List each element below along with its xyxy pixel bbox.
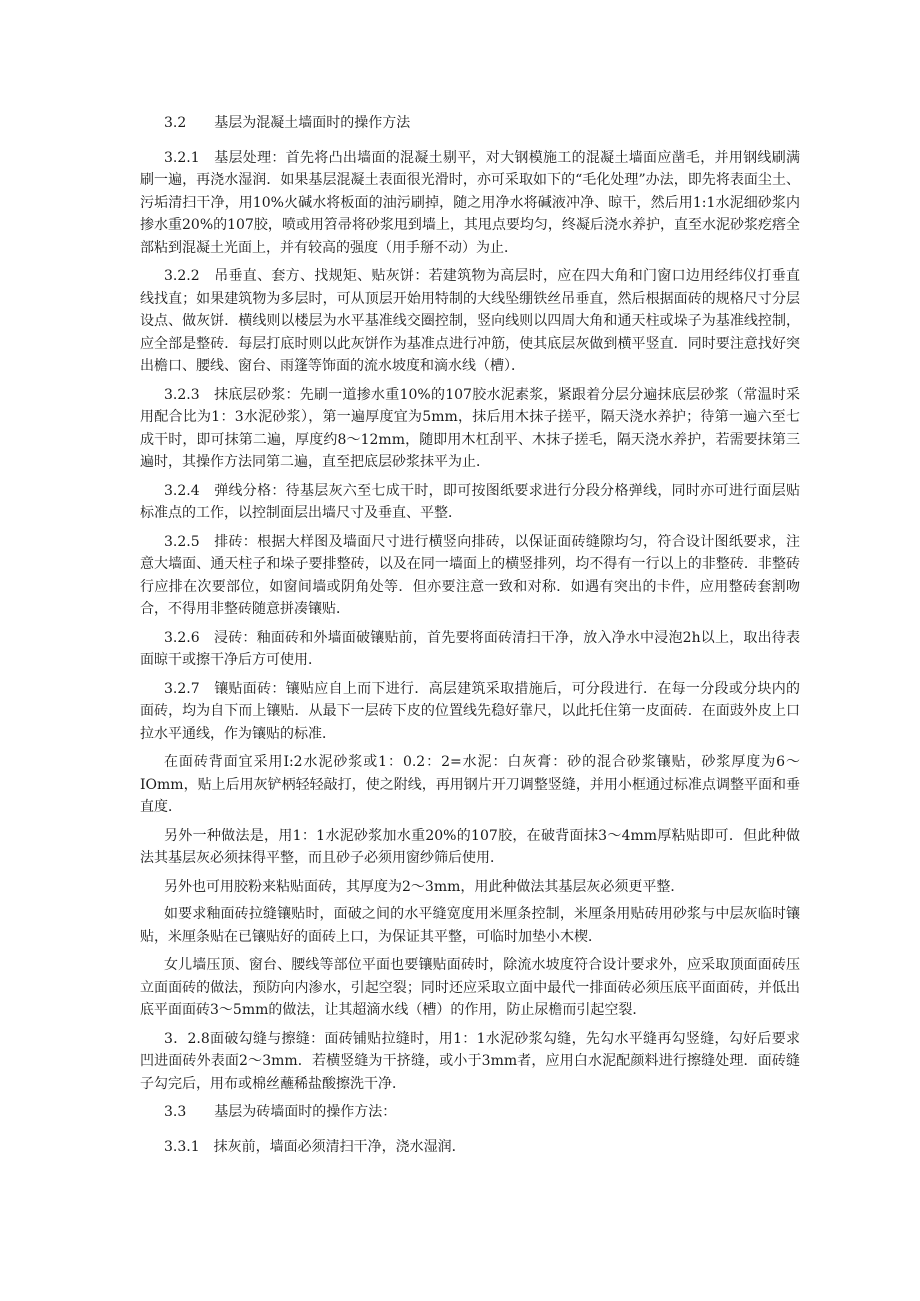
paragraph-joint-strip: 如要求釉面砖拉缝镶贴时，面破之间的水平缝宽度用米厘条控制，米厘条用贴砖用砂浆与中层灰临时镶贴，米厘条贴在已镶贴好的面砖上口，为保证其平整，可临时加垫小木楔． [140, 906, 800, 945]
paragraph-parapet: 女儿墙压顶、窗台、腰线等部位平面也要镶贴面砖时，除流水坡度符合设计要求外，应采取顶面面砖压立面面砖的做法，预防向内渗水，引起空裂；同时还应采取立面中最代一排面砖必须压底平面面砖，并低出底平面面砖3～5mm的做法，让其超滴水线（槽）的作用，防止尿檐而引起空裂． [140, 957, 800, 1018]
paragraph-3-2-4: 3.2.4 弹线分格：待基层灰六至七成干时，即可按图纸要求进行分段分格弹线，同时亦可进行面层贴标准点的工作，以控制面层出墙尺寸及垂直、平整． [140, 482, 800, 521]
paragraph-mortar: 在面砖背面宜采用I:2水泥砂浆或1：0.2：2=水泥：白灰膏：砂的混合砂浆镶贴，砂浆厚度为6～IOmm，贴上后用灰铲柄轻轻敲打，使之附线，再用钢片开刀调整竖缝，并用小框通过标准点调整平面和垂直度． [140, 754, 800, 815]
paragraph-3-3-1: 3.3.1 抹灰前，墙面必须清扫干净，浇水湿润． [164, 1138, 466, 1155]
paragraph-3-2-3: 3.2.3 抹底层砂浆：先刷一道掺水重10%的107胶水泥素浆，紧跟着分层分遍抹底层砂浆（常温时采用配合比为1：3水泥砂浆），第一遍厚度宜为5mm，抹后用木抹子搓平，隔天浇水养护；待第一遍六至七成干时，即可抹第二遍，厚度约8～12mm，随即用木杠刮平、木抹子搓毛，隔天浇水养护，若需要抹第三遍时，其操作方法同第二遍，直至把底层砂浆抹平为止． [140, 386, 800, 470]
section-heading-3-2: 3.2 基层为混凝土墙面时的操作方法 [164, 115, 411, 131]
paragraph-3-2-5: 3.2.5 排砖：根据大样图及墙面尺寸进行横竖向排砖，以保证面砖缝隙均匀，符合设计图纸要求，注意大墙面、通天柱子和垛子要排整砖，以及在同一墙面上的横竖排列，均不得有一行以上的非整砖．非整砖行应排在次要部位，如窗间墙或阴角处等．但亦要注意一致和对称．如遇有突出的卡件，应用整砖套割吻合，不得用非整砖随意拼凑镶贴． [140, 533, 800, 617]
section-heading-3-3: 3.3 基层为砖墙面时的操作方法： [164, 1104, 397, 1120]
paragraph-3-2-6: 3.2.6 浸砖：釉面砖和外墙面破镶贴前，首先要将面砖清扫干净，放入净水中浸泡2h以上，取出待表面晾干或擦干净后方可使用． [140, 629, 800, 668]
paragraph-3-2-7: 3.2.7 镶贴面砖：镶贴应自上而下进行．高层建筑采取措施后，可分段进行．在每一分段或分块内的面砖，均为自下而上镶贴．从最下一层砖下皮的位置线先稳好靠尺，以此托住第一皮面砖．在面豉外皮上口拉水平通线，作为镶贴的标准． [140, 680, 800, 742]
paragraph-3-2-8: 3．2.8面破勾缝与擦缝：面砖铺贴拉缝时，用1：1水泥砂浆勾缝，先勾水平缝再勾竖缝，勾好后要求凹进面砖外表面2～3mm．若横竖缝为干挤缝，或小于3mm者，应用白水泥配颜料进行擦缝处理．面砖缝子勾完后，用布或棉丝蘸稀盐酸擦洗干净． [140, 1030, 800, 1092]
paragraph-rubber-powder: 另外也可用胶粉来粘贴面砖，其厚度为2～3mm，用此种做法其基层灰必须更平整． [164, 878, 685, 895]
paragraph-3-2-1: 3.2.1 基层处理：首先将凸出墙面的混凝土剔平，对大钢模施工的混凝土墙面应凿毛，并用钢线刷满刷一遍，再浇水湿润．如果基层混凝土表面很光滑时，亦可采取如下的“毛化处理”办法，即先将表面尘土、污垢清扫干净，用10%火碱水将板面的油污刷掉，随之用净水将碱液冲净、晾干，然后用1:1水泥细砂浆内掺水重20%的107胶，喷或用笤帚将砂浆甩到墙上，其甩点要均匀，终凝后浇水养护，直至水泥砂浆疙瘩全部粘到混凝土光面上，并有较高的强度（用手掰不动）为止． [140, 149, 800, 256]
paragraph-alternative-method: 另外一种做法是，用1：1水泥砂浆加水重20%的107胶，在破背面抹3～4mm厚粘贴即可．但此种做法其基层灰必须抹得平整，而且砂子必须用窗纱筛后使用． [140, 827, 800, 866]
paragraph-3-2-2: 3.2.2 吊垂直、套方、找规矩、贴灰饼：若建筑物为高层时，应在四大角和门窗口边用经纬仪打垂直线找直；如果建筑物为多层时，可从顶层开始用特制的大线坠绷铁丝吊垂直，然后根据面砖的规格尺寸分层设点、做灰饼．横线则以楼层为水平基准线交圈控制，竖向线则以四周大角和通天柱或垛子为基准线控制，应全部是整砖．每层打底时则以此灰饼作为基准点进行冲筋，使其底层灰做到横平竖直．同时要注意找好突出檐口、腰线、窗台、雨篷等饰面的流水坡度和滴水线（槽）． [140, 268, 800, 374]
document-body [140, 112, 800, 1164]
